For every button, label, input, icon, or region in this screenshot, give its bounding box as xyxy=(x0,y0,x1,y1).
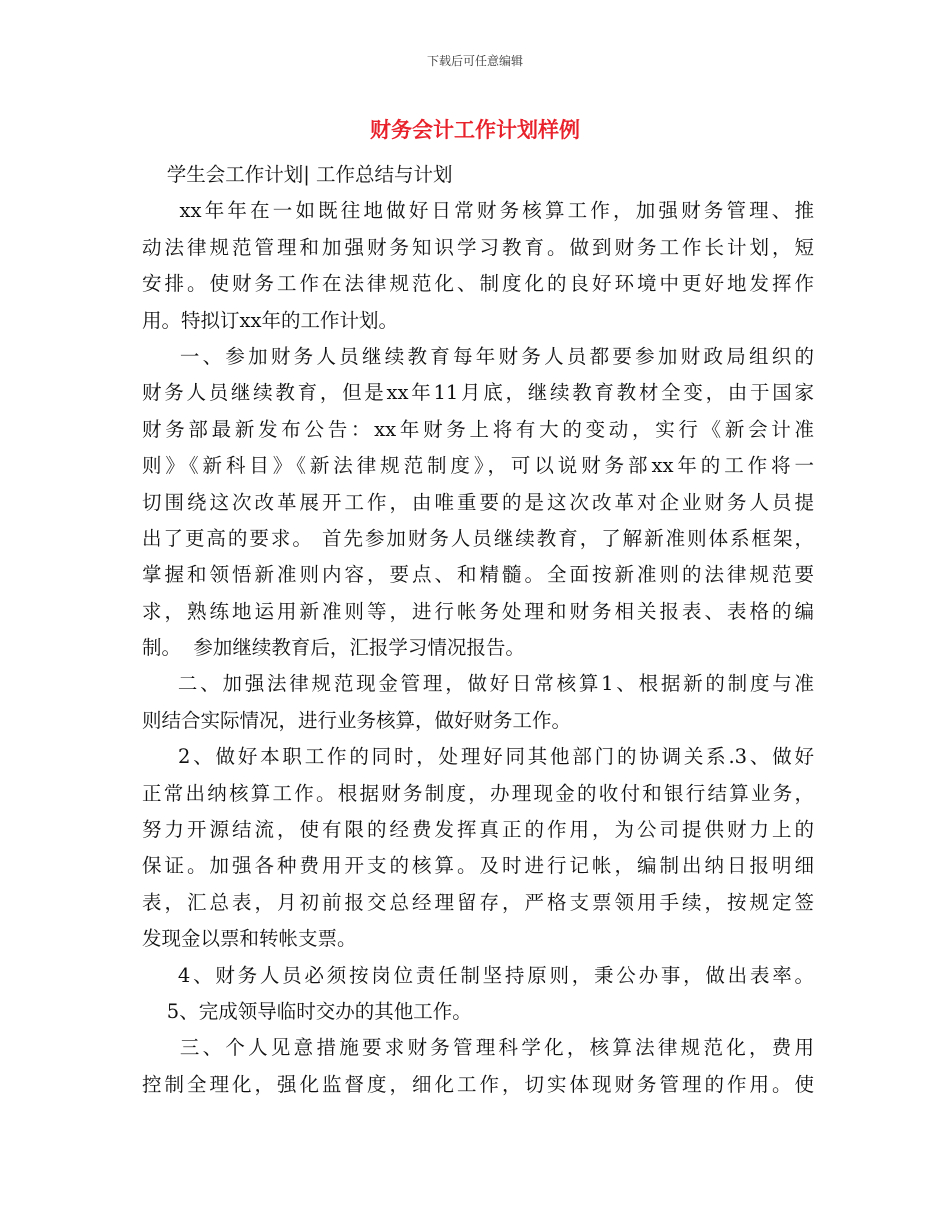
body-text-line: 表，汇总表，月初前报交总经理留存，严格支票领用手续，按规定签 xyxy=(142,890,814,914)
body-text-line: 正常出纳核算工作。根据财务制度，办理现金的收付和银行结算业务， xyxy=(142,781,814,805)
document-title: 财务会计工作计划样例 xyxy=(370,118,580,142)
body-text-line: 掌握和领悟新准则内容，要点、和精髓。全面按新准则的法律规范要 xyxy=(142,563,814,587)
page-header: 下载后可任意编辑 xyxy=(426,54,523,68)
body-text-line: 则》《新科目》《新法律规范制度》，可以说财务部xx年的工作将一 xyxy=(142,454,814,478)
body-text-line: 财务人员继续教育，但是xx年11月底，继续教育教材全变，由于国家 xyxy=(142,381,814,405)
body-text-line: 4、财务人员必须按岗位责任制坚持原则，秉公办事，做出表率。 xyxy=(142,963,814,987)
body-text-line: 安排。使财务工作在法律规范化、制度化的良好环境中更好地发挥作 xyxy=(142,272,814,296)
body-text-line: 2、做好本职工作的同时，处理好同其他部门的协调关系.3、做好 xyxy=(142,745,814,769)
body-text-line: 则结合实际情况，进行业务核算，做好财务工作。 xyxy=(142,708,572,732)
body-text-line: 学生会工作计划| 工作总结与计划 xyxy=(142,163,453,186)
body-text-line: 5、完成领导临时交办的其他工作。 xyxy=(142,999,472,1023)
body-text-line: 控制全理化，强化监督度，细化工作，切实体现财务管理的作用。使 xyxy=(142,1072,814,1096)
body-text-line: xx年年在一如既往地做好日常财务核算工作，加强财务管理、推 xyxy=(142,199,814,223)
body-text-line: 制。 参加继续教育后，汇报学习情况报告。 xyxy=(142,636,525,660)
body-text-line: 一、参加财务人员继续教育每年财务人员都要参加财政局组织的 xyxy=(142,344,814,368)
body-text-line: 三、个人见意措施要求财务管理科学化，核算法律规范化，费用 xyxy=(142,1036,814,1060)
body-text-line: 求，熟练地运用新准则等，进行帐务处理和财务相关报表、表格的编 xyxy=(142,599,814,623)
body-text-line: 保证。加强各种费用开支的核算。及时进行记帐，编制出纳日报明细 xyxy=(142,854,814,878)
body-text-line: 用。特拟订xx年的工作计划。 xyxy=(142,308,398,332)
body-text-line: 努力开源结流，使有限的经费发挥真正的作用，为公司提供财力上的 xyxy=(142,818,814,842)
document-body xyxy=(142,157,814,1103)
body-text-line: 切围绕这次改革展开工作，由唯重要的是这次改革对企业财务人员提 xyxy=(142,490,814,514)
body-text-line: 发现金以票和转帐支票。 xyxy=(142,927,357,951)
body-text-line: 二、加强法律规范现金管理，做好日常核算1、根据新的制度与准 xyxy=(142,672,814,696)
body-text-line: 出了更高的要求。 首先参加财务人员继续教育，了解新准则体系框架， xyxy=(142,526,814,550)
body-text-line: 财务部最新发布公告：xx年财务上将有大的变动，实行《新会计准 xyxy=(142,417,814,441)
body-text-line: 动法律规范管理和加强财务知识学习教育。做到财务工作长计划，短 xyxy=(142,235,814,259)
